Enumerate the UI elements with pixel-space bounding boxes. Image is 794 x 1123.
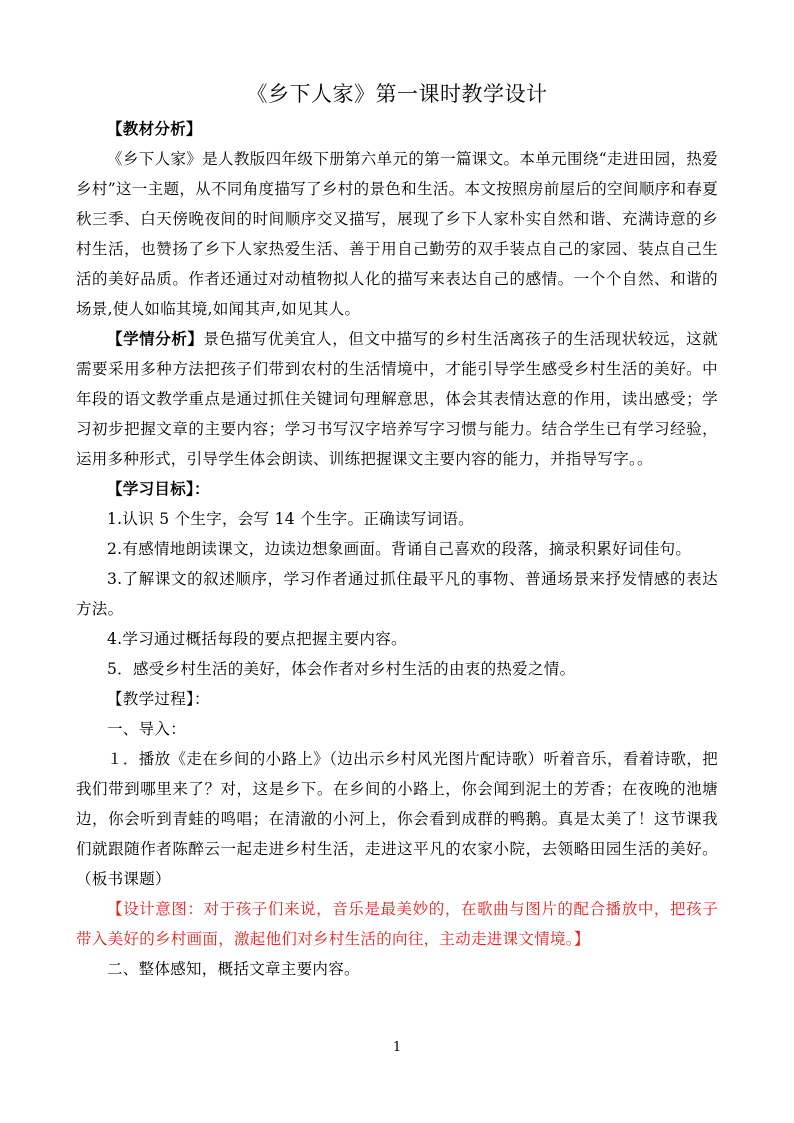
- material-paragraph: 《乡下人家》是人教版四年级下册第六单元的第一篇课文。本单元围绕“走进田园，热爱乡村”这一主题，从不同角度描写了乡村的景色和生活。本文按照房前屋后的空间顺序和春夏秋三季、白天傍晚夜间的时间顺序交叉描写，展现了乡下人家朴实自然和谐、充满诗意的乡村生活，也赞扬了乡下人家热爱生活、善于用自己勤劳的双手装点自己的家园、装点自己生活的美好品质。作者还通过对动植物拟人化的描写来表达自己的感情。一个个自然、和谐的场景,使人如临其境,如闻其声,如见其人。: [76, 150, 718, 318]
- goal-item: 2.有感情地朗读课文，边读边想象画面。背诵自己喜欢的段落，摘录积累好词佳句。: [107, 540, 692, 558]
- step2-heading: 二、整体感知，概括文章主要内容。: [107, 960, 360, 978]
- goal-item: 1.认识 5 个生字，会写 14 个生字。正确读写词语。: [107, 510, 474, 528]
- process-heading: 【教学过程】：: [107, 690, 210, 708]
- design-intent: 【设计意图：对于孩子们来说，音乐是最美妙的，在歌曲与图片的配合播放中，把孩子带入美好的乡村画面，激起他们对乡村生活的向往，主动走进课文情境。】: [76, 900, 718, 948]
- document-body: [76, 114, 718, 984]
- page-number: 1: [392, 1040, 402, 1055]
- goal-item: 3.了解课文的叙述顺序，学习作者通过抓住最平凡的事物、普通场景来抒发情感的表达方法。: [76, 570, 718, 618]
- step1-paragraph: １．播放《走在乡间的小路上》（边出示乡村风光图片配诗歌）听着音乐，看着诗歌，把我们带到哪里来了？对，这是乡下。在乡间的小路上，你会闻到泥土的芳香；在夜晚的池塘边，你会听到青蛙的鸣唱；在清澈的小河上，你会看到成群的鸭鹅。真是太美了！这节课我们就跟随作者陈醉云一起走进乡村生活，走进这平凡的农家小院，去领略田园生活的美好。（板书课题）: [76, 750, 718, 888]
- goal-item: 5．感受乡村生活的美好，体会作者对乡村生活的由衷的热爱之情。: [107, 660, 576, 678]
- learner-paragraph: [76, 324, 718, 474]
- step1-heading: 一、导入：: [107, 720, 187, 738]
- document-title: 《乡下人家》第一课时教学设计: [246, 82, 548, 106]
- learner-heading: 【学情分析】: [107, 329, 204, 348]
- material-heading: 【教材分析】: [107, 119, 202, 138]
- goal-item: 4.学习通过概括每段的要点把握主要内容。: [107, 630, 407, 648]
- learner-text: 景色描写优美宜人，但文中描写的乡村生活离孩子的生活现状较远，这就需要采用多种方法把孩子们带到农村的生活情境中，才能引导学生感受乡村生活的美好。中年段的语文教学重点是通过抓住关键词句理解意思，体会其表情达意的作用，读出感受；学习初步把握文章的主要内容；学习书写汉字培养写字习惯与能力。结合学生已有学习经验，运用多种形式，引导学生体会朗读、训练把握课文主要内容的能力，并指导写字。。: [76, 330, 718, 468]
- goals-heading: 【学习目标】：: [107, 479, 210, 498]
